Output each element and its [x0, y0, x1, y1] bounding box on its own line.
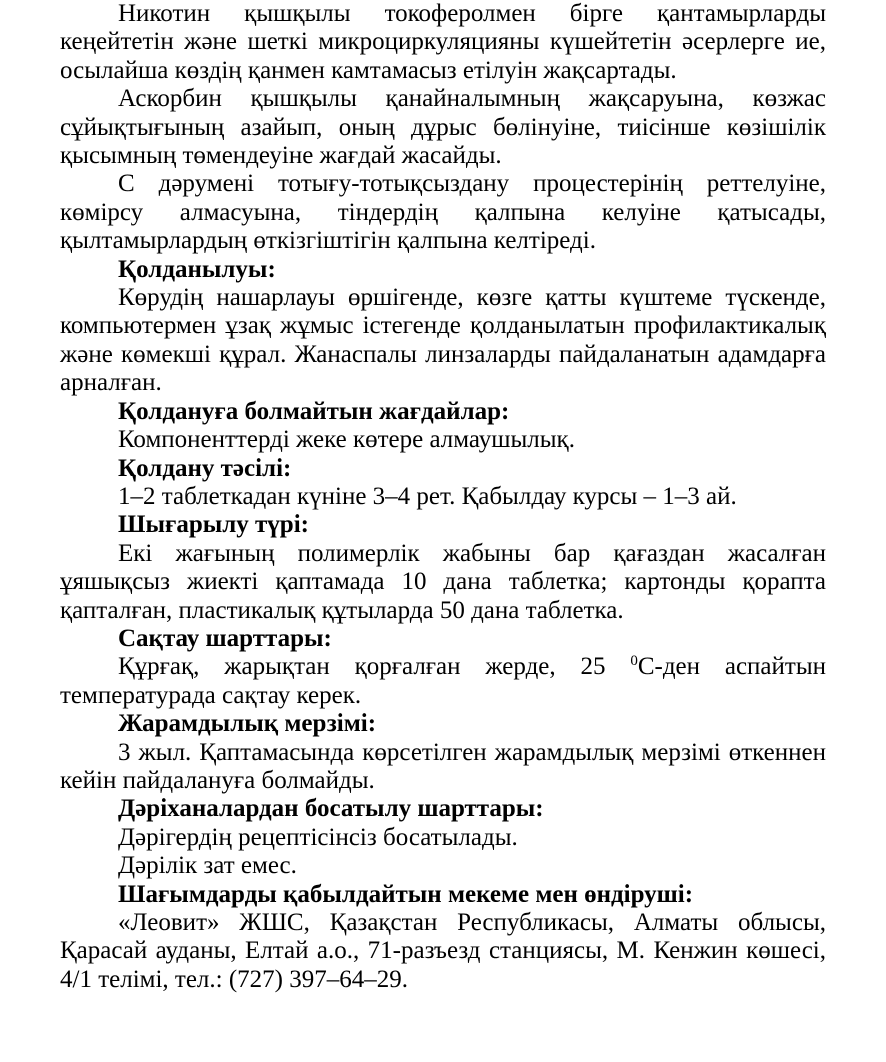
storage-text-before: Құрғақ, жарықтан қорғалған жерде, 25: [118, 653, 631, 681]
text-form: Екі жағының полимерлік жабыны бар қағаздан жасалған ұяшықсыз жиекті қаптамада 10 дана таблетка; картонды қорапта қапталған, пластикалық құтыларда 50 дана таблетка.: [60, 539, 826, 624]
heading-usage: Қолданылуы:: [118, 255, 276, 283]
text-dispensing-prescription: Дәрігердің рецептісінсіз босатылады.: [118, 823, 518, 851]
heading-storage: Сақтау шарттары:: [118, 624, 332, 652]
text-storage: [60, 653, 826, 710]
heading-manufacturer: Шағымдарды қабылдайтын мекеме мен өндіруші:: [118, 880, 694, 908]
text-dispensing-not-drug: Дәрілік зат емес.: [118, 852, 297, 880]
text-manufacturer: «Леовит» ЖШС, Қазақстан Республикасы, Алматы облысы, Қарасай ауданы, Елтай а.о., 71-разъезд станциясы, М. Кенжин көшесі, 4/1 телімі, тел.: (727) 397–64–29.: [60, 909, 826, 993]
text-method: 1–2 таблеткадан күніне 3–4 рет. Қабылдау курсы – 1–3 ай.: [118, 482, 737, 510]
heading-contraindications: Қолдануға болмайтын жағдайлар:: [118, 397, 510, 425]
paragraph-ascorbic-acid: Аскорбин қышқылы қанайналымның жақсаруына, көзжас сұйықтығының азайып, оның дұрыс бөлінуіне, тиісінше көзішілік қысымның төмендеуіне жағдай жасайды.: [60, 85, 826, 170]
paragraph-nicotinic-acid: Никотин қышқылы токоферолмен бірге қантамырларды кеңейтетін және шеткі микроциркуляцияны күшейтетін әсерлерге ие, осылайша көздің қанмен камтамасыз етілуін жақсартады.: [60, 0, 826, 84]
storage-degree-sup: 0: [630, 653, 638, 670]
text-shelf-life: 3 жыл. Қаптамасында көрсетілген жарамдылық мерзімі өткеннен кейін пайдалануға болмайды.: [60, 738, 826, 794]
heading-dispensing: Дәріханалардан босатылу шарттары:: [118, 795, 544, 823]
heading-method: Қолдану тәсілі:: [118, 454, 292, 482]
storage-text-after: С-ден аспайтын температурада сақтау керек.: [60, 653, 827, 709]
document-page: [60, 0, 826, 994]
heading-form: Шығарылу түрі:: [118, 511, 309, 539]
heading-shelf-life: Жарамдылық мерзімі:: [118, 710, 377, 738]
text-contraindications: Компоненттерді жеке көтере алмаушылық.: [118, 426, 575, 454]
paragraph-vitamin-c: С дәрумені тотығу-тотықсыздану процестерінің реттелуіне, көмірсу алмасуына, тіндердің қалпына келуіне қатысады, қылтамырлардың өткізгіштігін қалпына келтіреді.: [60, 170, 826, 255]
text-usage: Көрудің нашарлауы өршігенде, көзге қатты күштеме түскенде, компьютермен ұзақ жұмыс істегенде қолданылатын профилактикалық және көмекші құрал. Жанаспалы линзаларды пайдаланатын адамдарға арналған.: [60, 284, 826, 397]
